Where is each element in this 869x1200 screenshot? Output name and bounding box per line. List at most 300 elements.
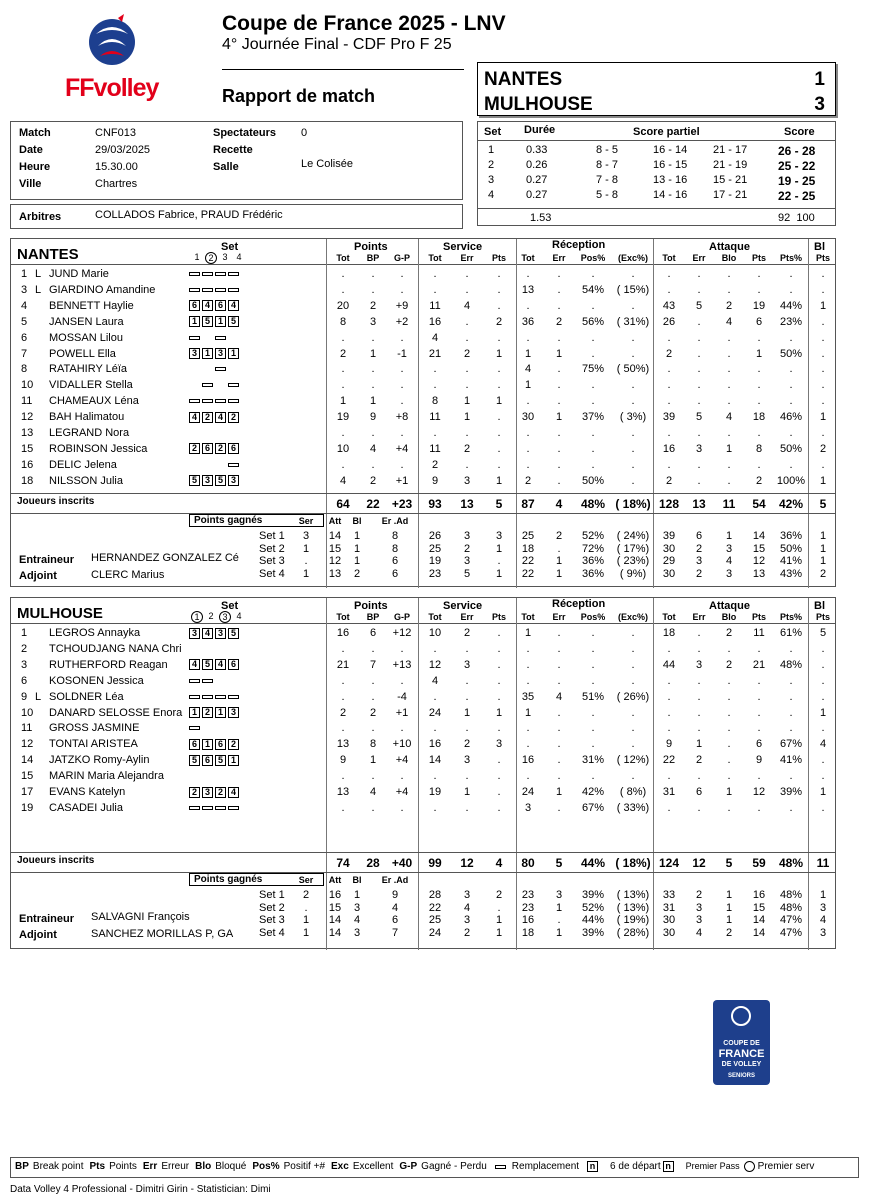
coach-name: HERNANDEZ GONZALEZ Cé <box>91 552 239 564</box>
player-stat: ( 31%) <box>616 315 650 328</box>
player-sets <box>189 643 241 655</box>
player-stat: . <box>371 379 375 392</box>
sets-cell: 21 - 19 <box>713 159 748 171</box>
team-total: 5 <box>555 856 563 870</box>
set-stat: 22 <box>521 567 535 580</box>
legend-text: Excellent <box>352 1161 394 1173</box>
player-number: 14 <box>21 754 34 767</box>
player-stat: . <box>433 427 437 439</box>
set-stat: 2 <box>495 889 503 901</box>
player-number: 15 <box>21 770 34 783</box>
substitution-mark <box>202 399 213 403</box>
title-rule <box>222 69 464 70</box>
sets-cell: 22 - 25 <box>778 189 816 203</box>
column-header: Pos% <box>580 253 606 263</box>
player-stat: 1 <box>369 754 377 767</box>
team-total: 54 <box>752 497 766 511</box>
set-stat: 36% <box>581 567 605 580</box>
substitution-mark <box>228 695 239 699</box>
column-header: Err <box>552 253 566 263</box>
player-name: TONTAI ARISTEA <box>49 738 138 751</box>
salle-label: Salle <box>213 161 239 173</box>
player-number: 16 <box>21 458 34 471</box>
player-stat: . <box>631 722 635 735</box>
entraineur-label: Entraineur <box>19 554 75 566</box>
starting-position: 2 <box>215 787 226 798</box>
player-stat: . <box>757 458 761 471</box>
player-stat: . <box>465 770 469 783</box>
player-stat: . <box>789 268 793 280</box>
set-stat: 2 <box>463 542 471 555</box>
set-mark: 2 <box>208 611 214 621</box>
legend-key: G-P <box>399 1161 418 1173</box>
set-stat: 52% <box>581 530 605 542</box>
player-stat: 8 <box>369 738 377 751</box>
set-stat: 1 <box>819 555 827 567</box>
player-stat: . <box>757 801 761 814</box>
team-total: +23 <box>391 497 413 511</box>
set-stat: 3 <box>695 555 703 567</box>
player-stat: . <box>727 347 731 360</box>
player-stat: +8 <box>395 411 409 424</box>
player-stat: . <box>433 770 437 783</box>
sets-cell: 3 <box>488 174 495 186</box>
column-header: Err <box>552 612 566 622</box>
player-stat: . <box>667 395 671 408</box>
set-er: 6 <box>391 567 399 580</box>
player-stat: . <box>789 690 793 703</box>
team-total: 124 <box>658 856 680 870</box>
column-header: G-P <box>393 253 410 263</box>
player-stat: . <box>631 442 635 455</box>
bl-group-header: Bl <box>814 241 825 253</box>
player-stat: . <box>526 331 530 344</box>
starting-position: 6 <box>202 443 213 454</box>
player-stat: 44 <box>662 658 676 671</box>
player-stat: . <box>821 379 825 392</box>
player-stat: . <box>497 642 501 655</box>
player-stat: . <box>526 674 530 687</box>
player-stat: . <box>371 674 375 687</box>
player-stat: . <box>371 363 375 376</box>
team-total: +40 <box>391 856 413 870</box>
set-stat: 1 <box>555 901 563 914</box>
player-stat: 56% <box>581 315 605 328</box>
player-name: NILSSON Julia <box>49 474 123 487</box>
player-stat: 3 <box>369 315 377 328</box>
substitution-mark <box>215 806 226 810</box>
set-stat: 19 <box>428 555 442 567</box>
starting-position: 3 <box>228 707 239 718</box>
player-stat: . <box>591 442 595 455</box>
player-name: JUND Marie <box>49 268 109 280</box>
set-mark: 1 <box>194 252 200 262</box>
volleyball-icon <box>731 1006 751 1026</box>
column-header: Tot <box>428 612 442 622</box>
player-stat: . <box>821 347 825 360</box>
player-number: 12 <box>21 411 34 424</box>
set-group-header: Set <box>221 600 239 612</box>
player-stat: +2 <box>395 315 409 328</box>
set-stat: 1 <box>555 567 563 580</box>
set-stat: 1 <box>495 926 503 939</box>
starting-position: 4 <box>215 412 226 423</box>
player-number: 17 <box>21 786 34 798</box>
set-stat: 3 <box>695 914 703 926</box>
player-stat: 67% <box>779 738 803 751</box>
player-stat: 5 <box>695 411 703 424</box>
player-stat: . <box>557 458 561 471</box>
summary-header: Att <box>328 516 342 526</box>
set-stat: 3 <box>463 555 471 567</box>
player-stat: . <box>526 268 530 280</box>
set-stat: 2 <box>695 542 703 555</box>
team-total: 42% <box>778 497 804 511</box>
player-stat: . <box>557 379 561 392</box>
player-stat: 19 <box>336 411 350 424</box>
points-gagnes-label: Points gagnés <box>189 873 324 886</box>
column-header: Err <box>460 612 474 622</box>
player-stat: . <box>631 268 635 280</box>
player-stat: . <box>727 283 731 296</box>
column-header: BP <box>366 253 380 263</box>
set-row-label: Set 2 <box>259 542 285 555</box>
sets-cell: 14 - 16 <box>653 189 688 201</box>
player-stat: . <box>557 331 561 344</box>
player-stat: 1 <box>755 347 763 360</box>
set-stat: 3 <box>463 914 471 926</box>
player-sets <box>189 268 241 280</box>
player-stat: 37% <box>581 411 605 424</box>
set-bl: 3 <box>353 926 361 939</box>
player-stat: . <box>433 268 437 280</box>
set-stat: 31 <box>662 901 676 914</box>
set-att: 13 <box>328 567 342 580</box>
player-stat: . <box>631 674 635 687</box>
set-stat: 13 <box>752 567 766 580</box>
set-att: 15 <box>328 901 342 914</box>
player-stat: . <box>667 690 671 703</box>
column-header: (Exc%) <box>617 612 648 622</box>
set-stat: 18 <box>521 926 535 939</box>
player-stat: 14 <box>428 754 442 767</box>
sets-cell: 4 <box>488 189 495 201</box>
player-stat: . <box>667 379 671 392</box>
player-stat: . <box>557 674 561 687</box>
player-stat: 4 <box>339 474 347 487</box>
player-stat: 13 <box>521 283 535 296</box>
libero-mark: L <box>35 690 42 703</box>
player-stat: . <box>631 458 635 471</box>
team-total: 13 <box>460 497 474 511</box>
player-stat: . <box>526 442 530 455</box>
player-stat: . <box>526 738 530 751</box>
set-er: 6 <box>391 914 399 926</box>
player-stat: . <box>631 379 635 392</box>
player-stat: +13 <box>392 658 412 671</box>
set-stat: 2 <box>725 926 733 939</box>
set-stat: 29 <box>662 555 676 567</box>
substitution-mark <box>202 288 213 292</box>
set-row-label: Set 4 <box>259 567 285 580</box>
starting-position: 4 <box>189 412 200 423</box>
player-stat: 30 <box>521 411 535 424</box>
report-subtitle: 4° Journée Final - CDF Pro F 25 <box>222 36 452 53</box>
set-stat: 43% <box>779 567 803 580</box>
set-stat: 15 <box>752 542 766 555</box>
arbitres-label: Arbitres <box>19 211 62 223</box>
set-ser: 1 <box>302 567 310 580</box>
player-stat: . <box>497 458 501 471</box>
set-stat: 47% <box>779 914 803 926</box>
column-header: Pos% <box>580 612 606 622</box>
player-stat: 51% <box>581 690 605 703</box>
player-stat: . <box>497 690 501 703</box>
player-stat: . <box>789 458 793 471</box>
substitution-icon <box>495 1165 506 1169</box>
set-stat: 1 <box>819 542 827 555</box>
set-stat: 3 <box>495 530 503 542</box>
player-stat: 1 <box>524 379 532 392</box>
summary-header: Er .Ad <box>381 875 409 885</box>
set-er: 4 <box>391 901 399 914</box>
sets-cell: 0.33 <box>526 144 548 156</box>
legend-key: Exc <box>331 1161 349 1173</box>
set-stat: 18 <box>521 542 535 555</box>
starting-position: 5 <box>215 755 226 766</box>
player-stat: -1 <box>397 347 407 360</box>
player-stat: . <box>789 642 793 655</box>
player-stat: . <box>557 801 561 814</box>
team-total: ( 18%) <box>615 497 651 511</box>
player-stat: . <box>789 331 793 344</box>
player-stat: 2 <box>369 299 377 312</box>
player-stat: . <box>667 283 671 296</box>
set-row-label: Set 4 <box>259 926 285 939</box>
player-stat: . <box>727 427 731 439</box>
player-stat: 3 <box>463 658 471 671</box>
player-name: VIDALLER Stella <box>49 379 133 392</box>
player-stat: 1 <box>524 347 532 360</box>
player-stat: . <box>789 283 793 296</box>
player-stat: . <box>557 642 561 655</box>
player-stat: 50% <box>779 347 803 360</box>
team-total: 99 <box>428 856 442 870</box>
player-sets <box>189 284 241 296</box>
team-total: 13 <box>692 497 706 511</box>
player-stat: +10 <box>392 738 412 751</box>
legend-key: Blo <box>195 1161 212 1173</box>
column-header: Tot <box>662 253 676 263</box>
player-stat: . <box>557 395 561 408</box>
player-stat: . <box>433 801 437 814</box>
player-name: SOLDNER Léa <box>49 690 124 703</box>
starting-position: 2 <box>215 443 226 454</box>
column-header: Tot <box>428 253 442 263</box>
first-serve-icon <box>744 1161 755 1172</box>
set-stat: ( 24%) <box>616 530 650 542</box>
set-stat: 23 <box>521 889 535 901</box>
sets-cell: 16 - 15 <box>653 159 688 171</box>
player-stat: 10 <box>428 627 442 639</box>
player-stat: . <box>526 722 530 735</box>
player-stat: 2 <box>725 658 733 671</box>
brand-name-text: FFvolley <box>65 74 159 102</box>
player-sets <box>189 754 241 766</box>
substitution-mark <box>202 806 213 810</box>
player-name: RUTHERFORD Reagan <box>49 658 168 671</box>
player-stat: . <box>821 268 825 280</box>
player-stat: . <box>757 331 761 344</box>
points-group-header: Points <box>354 241 388 253</box>
starting-position: 1 <box>202 348 213 359</box>
player-stat: . <box>557 442 561 455</box>
player-stat: . <box>465 315 469 328</box>
summary-header: Ser <box>298 516 314 526</box>
set-stat: 39% <box>581 889 605 901</box>
player-sets <box>189 395 241 407</box>
set-att: 14 <box>328 914 342 926</box>
starting-position: 3 <box>215 348 226 359</box>
set-stat: 39% <box>581 926 605 939</box>
player-stat: 21 <box>336 658 350 671</box>
set-stat: 2 <box>695 889 703 901</box>
referees: COLLADOS Fabrice, PRAUD Frédéric <box>95 209 283 221</box>
set-stat: 14 <box>752 530 766 542</box>
player-number: 3 <box>21 658 28 671</box>
player-stat: ( 15%) <box>616 283 650 296</box>
column-header: G-P <box>393 612 410 622</box>
set-stat: 24 <box>428 926 442 939</box>
substitution-mark <box>228 399 239 403</box>
sets-cell: 26 - 28 <box>778 144 816 158</box>
spectators: 0 <box>301 127 308 139</box>
substitution-mark <box>189 695 200 699</box>
set-stat: 52% <box>581 901 605 914</box>
player-stat: . <box>400 268 404 280</box>
player-stat: 16 <box>662 442 676 455</box>
set-stat: 30 <box>662 567 676 580</box>
set-stat: 3 <box>819 901 827 914</box>
player-stat: . <box>727 395 731 408</box>
substitution-mark <box>215 695 226 699</box>
player-stat: 12 <box>752 786 766 798</box>
substitution-mark <box>189 288 200 292</box>
legend-text: Gagné - Perdu <box>421 1161 487 1173</box>
player-stat: 1 <box>463 411 471 424</box>
set-stat: 48% <box>779 889 803 901</box>
player-stat: 21 <box>428 347 442 360</box>
player-stat: 1 <box>725 786 733 798</box>
player-stat: . <box>821 642 825 655</box>
set-stat: 4 <box>819 914 827 926</box>
player-stat: . <box>789 706 793 719</box>
player-stat: . <box>465 690 469 703</box>
set-stat: 39 <box>662 530 676 542</box>
player-stat: 1 <box>495 706 503 719</box>
player-stat: 31% <box>581 754 605 767</box>
player-stat: 1 <box>495 474 503 487</box>
player-stat: . <box>821 658 825 671</box>
heure-label: Heure <box>19 161 51 173</box>
player-stat: . <box>400 395 404 408</box>
player-stat: . <box>465 642 469 655</box>
player-stat: . <box>821 754 825 767</box>
player-stat: . <box>789 722 793 735</box>
player-stat: 4 <box>369 442 377 455</box>
player-stat: 1 <box>463 706 471 719</box>
legend-text: Positif +# <box>283 1161 326 1173</box>
player-stat: 44% <box>779 299 803 312</box>
badge-line1: COUPE DE <box>723 1040 760 1047</box>
set-bl: 4 <box>353 914 361 926</box>
player-name: ROBINSON Jessica <box>49 442 148 455</box>
player-name: JANSEN Laura <box>49 315 124 328</box>
set-stat: 1 <box>555 926 563 939</box>
set-stat: 36% <box>581 555 605 567</box>
player-stat: . <box>557 363 561 376</box>
player-stat: 20 <box>336 299 350 312</box>
player-stat: 35 <box>521 690 535 703</box>
player-stat: 18 <box>752 411 766 424</box>
set-mark: 3 <box>222 252 228 262</box>
player-stat: . <box>371 283 375 296</box>
team-section-mulhouse <box>10 597 836 949</box>
legend-text: Erreur <box>161 1161 190 1173</box>
player-stat: 23% <box>779 315 803 328</box>
player-stat: . <box>821 674 825 687</box>
column-header: Pts <box>751 612 766 622</box>
substitution-mark <box>228 463 239 467</box>
set-ser: 1 <box>302 914 310 926</box>
player-stat: . <box>631 474 635 487</box>
badge-line2: FRANCE <box>718 1048 765 1060</box>
player-stat: . <box>400 642 404 655</box>
player-stat: 9 <box>755 754 763 767</box>
match-time: 15.30.00 <box>95 161 138 173</box>
player-stat: . <box>697 474 701 487</box>
legend-text: Points <box>109 1161 137 1173</box>
set-stat: . <box>557 542 561 555</box>
player-stat: . <box>371 770 375 783</box>
player-stat: . <box>591 458 595 471</box>
player-stat: . <box>371 458 375 471</box>
player-stat: 2 <box>819 442 827 455</box>
player-stat: 8 <box>431 395 439 408</box>
player-stat: +4 <box>395 754 409 767</box>
sets-col-duree: Durée <box>524 124 556 136</box>
player-stat: +12 <box>392 627 412 639</box>
player-stat: +1 <box>395 474 409 487</box>
player-stat: . <box>821 770 825 783</box>
player-stat: . <box>631 627 635 639</box>
player-stat: . <box>341 674 345 687</box>
sets-cell: 21 - 17 <box>713 144 748 156</box>
player-stat: . <box>497 363 501 376</box>
match-label: Match <box>19 127 51 139</box>
player-number: 8 <box>21 363 28 376</box>
player-stat: . <box>697 347 701 360</box>
player-name: MARIN Maria Alejandra <box>49 770 164 783</box>
player-stat: . <box>591 706 595 719</box>
player-stat: . <box>497 674 501 687</box>
set-stat: 15 <box>752 901 766 914</box>
team-total: 4 <box>495 856 503 870</box>
player-stat: 1 <box>524 627 532 639</box>
player-stat: . <box>465 331 469 344</box>
set-att: 15 <box>328 542 342 555</box>
player-stat: 39% <box>779 786 803 798</box>
